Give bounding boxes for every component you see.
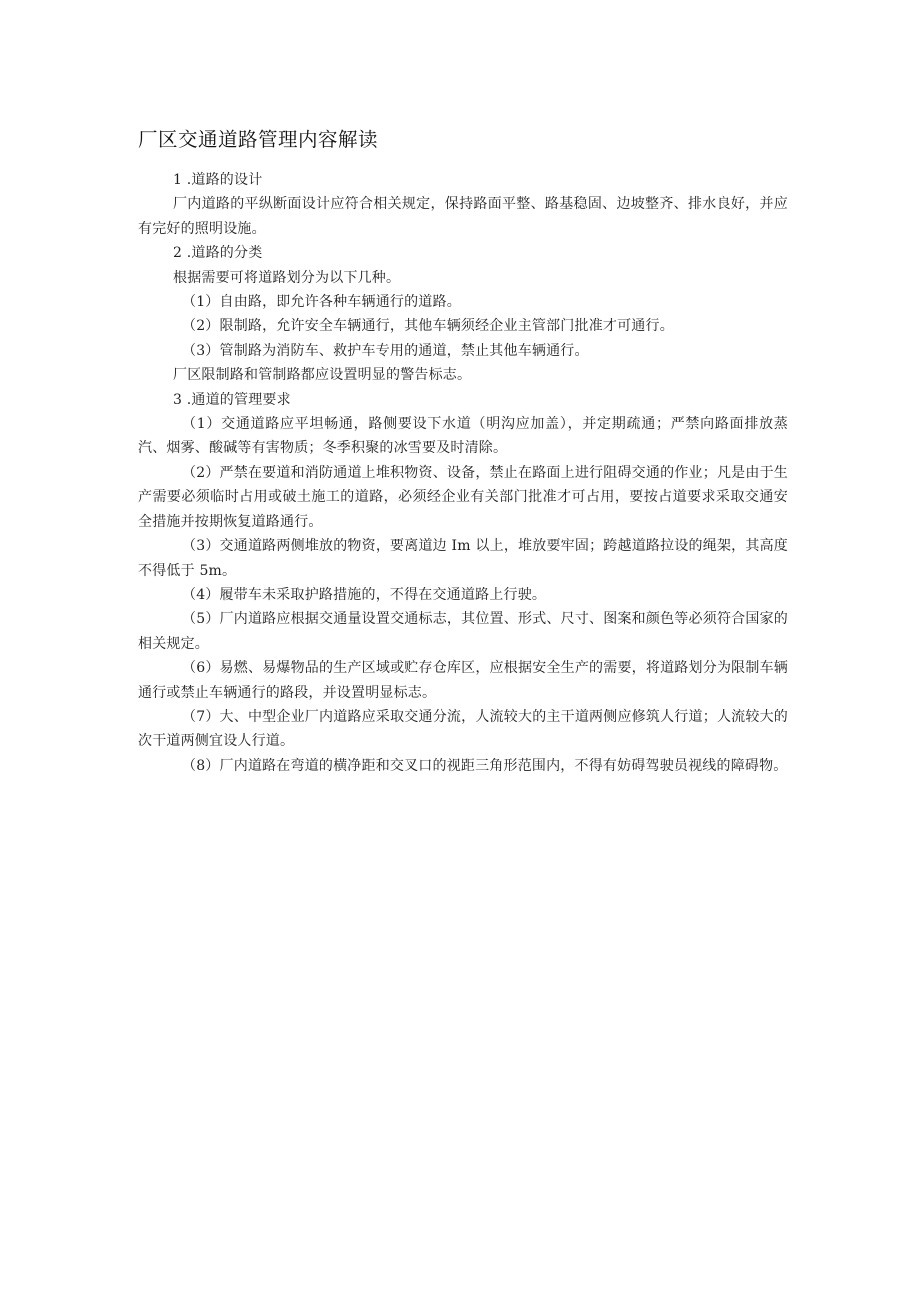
- list-item: （3）交通道路两侧堆放的物资，要离道边 Im 以上，堆放要牢固；跨越道路拉设的绳架，其高度不得低于 5m。: [138, 538, 788, 579]
- section-heading: 1 .道路的设计: [173, 172, 263, 188]
- section-heading: 3 .通道的管理要求: [173, 391, 291, 408]
- document-title: 厂区交通道路管理内容解读: [138, 128, 379, 151]
- list-item: （2）限制路，允许安全车辆通行，其他车辆须经企业主管部门批准才可通行。: [182, 318, 674, 335]
- list-item: （7）大、中型企业厂内道路应采取交通分流，人流较大的主干道两侧应修筑人行道；人流较大的次干道两侧宜设人行道。: [138, 708, 788, 750]
- list-item: （2）严禁在要道和消防通道上堆积物资、设备，禁止在路面上进行阻碍交通的作业；凡是由于生产需要必须临时占用或破土施工的道路，必须经企业有关部门批准才可占用，要按占道要求采取交通安全措施并按期恢复道路通行。: [138, 464, 788, 530]
- list-item: （3）管制路为消防车、救护车专用的通道，禁止其他车辆通行。: [182, 342, 589, 359]
- body-paragraph: 厂内道路的平纵断面设计应符合相关规定，保持路面平整、路基稳固、边坡整齐、排水良好，并应有完好的照明设施。: [138, 196, 788, 237]
- list-item: （1）交通道路应平坦畅通，路侧要设下水道（明沟应加盖），并定期疏通；严禁向路面排放蒸汽、烟雾、酸碱等有害物质；冬季积聚的冰雪要及时清除。: [138, 416, 788, 457]
- body-paragraph: 根据需要可将道路划分为以下几种。: [173, 269, 401, 286]
- section-heading: 2 .道路的分类: [173, 245, 263, 262]
- body-paragraph: 厂区限制路和管制路都应设置明显的警告标志。: [173, 367, 472, 384]
- list-item: （8）厂内道路在弯道的横净距和交叉口的视距三角形范围内，不得有妨碍驾驶员视线的障碍物。: [182, 757, 788, 774]
- list-item: （5）厂内道路应根据交通量设置交通标志，其位置、形式、尺寸、图案和颜色等必须符合国家的相关规定。: [138, 611, 788, 652]
- list-item: （1）自由路，即允许各种车辆通行的道路。: [182, 294, 461, 311]
- list-item: （4）履带车未采取护路措施的，不得在交通道路上行驶。: [182, 586, 547, 603]
- list-item: （6）易燃、易爆物品的生产区域或贮存仓库区，应根据安全生产的需要，将道路划分为限制车辆通行或禁止车辆通行的路段，并设置明显标志。: [138, 660, 788, 701]
- document-page: [138, 126, 788, 778]
